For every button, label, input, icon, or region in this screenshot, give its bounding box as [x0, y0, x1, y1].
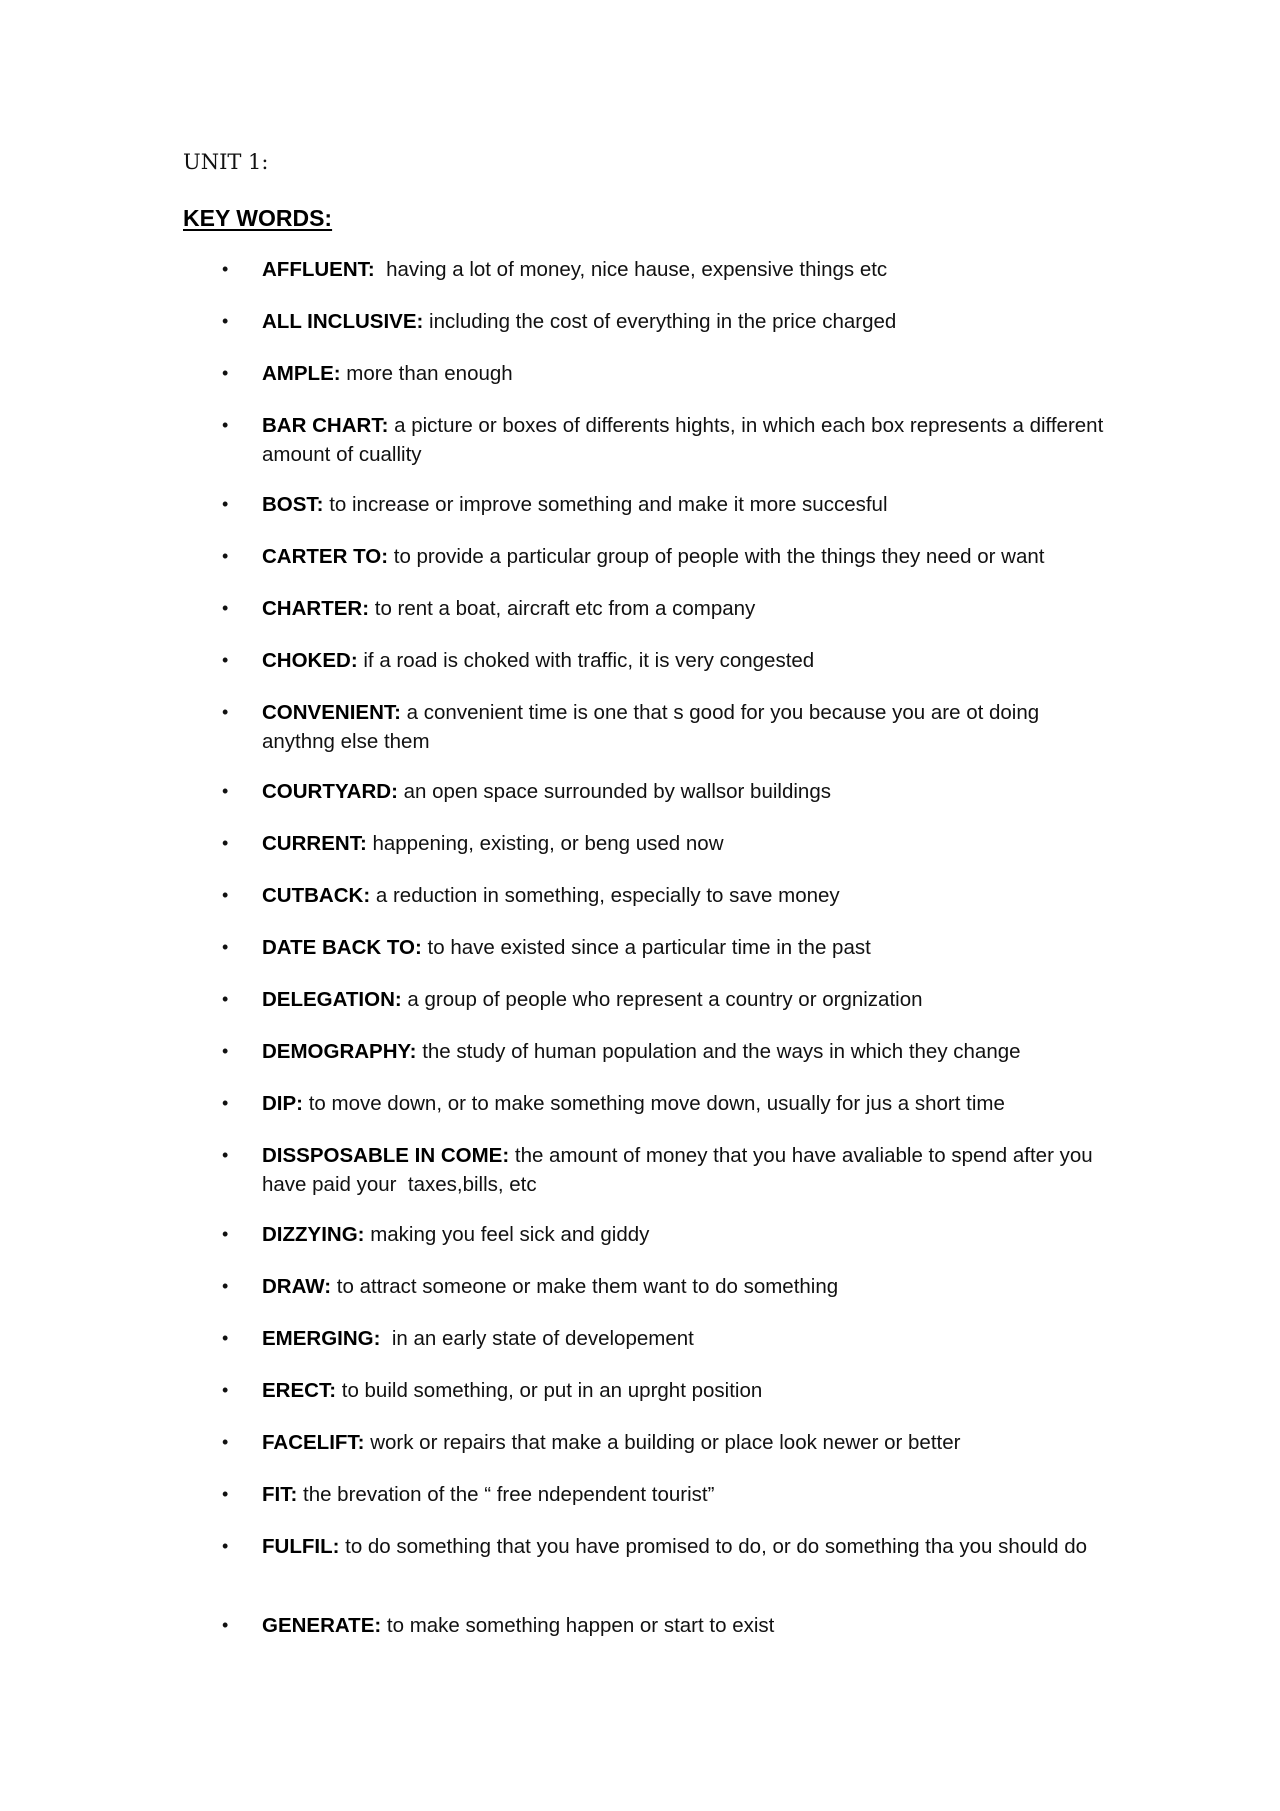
bullet-icon: • — [222, 415, 229, 435]
list-item — [222, 985, 1110, 1014]
term-definition: if a road is choked with traffic, it is very congested — [357, 649, 815, 672]
list-item — [222, 594, 1110, 623]
bullet-icon: • — [222, 937, 229, 957]
term-text — [262, 255, 1110, 284]
list-item — [222, 1037, 1110, 1066]
term-text — [262, 1532, 1110, 1561]
key-words-heading: KEY WORDS: — [183, 205, 333, 231]
term-definition: a group of people who represent a country or orgnization — [401, 988, 923, 1011]
list-item — [222, 307, 1110, 336]
term-text — [262, 829, 1110, 858]
term-word: ALL INCLUSIVE: — [262, 310, 424, 333]
term-text — [262, 881, 1110, 910]
list-item — [222, 1532, 1110, 1561]
term-definition: including the cost of everything in the price charged — [423, 310, 897, 333]
term-word: FIT: — [262, 1483, 298, 1506]
list-item — [222, 881, 1110, 910]
term-word: COURTYARD: — [262, 780, 398, 803]
list-item — [222, 1141, 1110, 1199]
term-definition: to have existed since a particular time in the past — [421, 936, 871, 959]
term-text — [262, 359, 1110, 388]
term-definition: in an early state of developement — [380, 1327, 694, 1350]
term-definition: the study of human population and the ways in which they change — [416, 1040, 1021, 1063]
bullet-icon: • — [222, 1484, 229, 1504]
term-definition: to rent a boat, aircraft etc from a company — [369, 597, 756, 620]
bullet-icon: • — [222, 885, 229, 905]
bullet-icon: • — [222, 650, 229, 670]
bullet-icon: • — [222, 1380, 229, 1400]
term-text — [262, 1480, 1110, 1509]
bullet-icon: • — [222, 546, 229, 566]
term-definition: work or repairs that make a building or place look newer or better — [364, 1431, 961, 1454]
term-word: DIP: — [262, 1092, 303, 1115]
term-word: CUTBACK: — [262, 884, 371, 907]
term-definition: to build something, or put in an uprght position — [336, 1379, 763, 1402]
term-definition: a convenient time is one that s good for you because you are ot doing anythng else them — [262, 701, 1045, 753]
term-word: DELEGATION: — [262, 988, 402, 1011]
bullet-icon: • — [222, 494, 229, 514]
term-word: EMERGING: — [262, 1327, 381, 1350]
bullet-icon: • — [222, 363, 229, 383]
list-item — [222, 646, 1110, 675]
term-text — [262, 1220, 1110, 1249]
list-item — [222, 829, 1110, 858]
bullet-icon: • — [222, 1276, 229, 1296]
term-text — [262, 698, 1110, 756]
list-item — [222, 1376, 1110, 1405]
bullet-icon: • — [222, 781, 229, 801]
list-item — [222, 1428, 1110, 1457]
term-word: FACELIFT: — [262, 1431, 365, 1454]
term-definition: to do something that you have promised to do, or do something tha you should do — [339, 1535, 1088, 1558]
bullet-icon: • — [222, 1093, 229, 1113]
term-word: DRAW: — [262, 1275, 332, 1298]
bullet-icon: • — [222, 1041, 229, 1061]
bullet-icon: • — [222, 1615, 229, 1635]
list-item — [222, 255, 1110, 284]
term-word: CARTER TO: — [262, 545, 389, 568]
bullet-icon: • — [222, 989, 229, 1009]
term-definition: to make something happen or start to exist — [381, 1614, 775, 1637]
term-definition: having a lot of money, nice hause, expensive things etc — [374, 258, 888, 281]
term-text — [262, 933, 1110, 962]
term-text — [262, 1272, 1110, 1301]
term-word: FULFIL: — [262, 1535, 340, 1558]
term-word: BAR CHART: — [262, 414, 389, 437]
term-definition: making you feel sick and giddy — [364, 1223, 650, 1246]
list-item — [222, 777, 1110, 806]
term-text — [262, 1376, 1110, 1405]
bullet-icon: • — [222, 1145, 229, 1165]
bullet-icon: • — [222, 1224, 229, 1244]
term-word: CONVENIENT: — [262, 701, 401, 724]
term-text — [262, 1037, 1110, 1066]
term-definition: to provide a particular group of people with the things they need or want — [388, 545, 1045, 568]
term-definition: to increase or improve something and make it more succesful — [323, 493, 888, 516]
term-definition: happening, existing, or beng used now — [366, 832, 724, 855]
term-text — [262, 985, 1110, 1014]
list-item — [222, 359, 1110, 388]
term-word: AMPLE: — [262, 362, 341, 385]
term-definition: the brevation of the “ free ndependent tourist” — [297, 1483, 715, 1506]
term-word: CHOKED: — [262, 649, 358, 672]
term-definition: more than enough — [340, 362, 513, 385]
list-item — [222, 698, 1110, 756]
term-word: ERECT: — [262, 1379, 337, 1402]
bullet-icon: • — [222, 1432, 229, 1452]
term-text — [262, 777, 1110, 806]
term-word: DATE BACK TO: — [262, 936, 422, 959]
term-word: DIZZYING: — [262, 1223, 365, 1246]
list-item — [222, 1089, 1110, 1118]
term-word: AFFLUENT: — [262, 258, 375, 281]
list-item — [222, 1272, 1110, 1301]
term-text — [262, 1324, 1110, 1353]
term-definition: a reduction in something, especially to save money — [370, 884, 840, 907]
unit-title: UNIT 1: — [183, 150, 269, 174]
term-definition: a picture or boxes of differents hights, in which each box represents a different amount of cuallity — [262, 414, 1109, 466]
term-word: CHARTER: — [262, 597, 370, 620]
term-text — [262, 594, 1110, 623]
list-item — [222, 933, 1110, 962]
term-word: BOST: — [262, 493, 324, 516]
list-item — [222, 1324, 1110, 1353]
term-text — [262, 307, 1110, 336]
bullet-icon: • — [222, 1536, 229, 1556]
term-text — [262, 646, 1110, 675]
term-word: DEMOGRAPHY: — [262, 1040, 417, 1063]
term-text — [262, 1141, 1110, 1199]
list-item — [222, 1480, 1110, 1509]
list-item — [222, 411, 1110, 469]
bullet-icon: • — [222, 702, 229, 722]
term-text — [262, 1089, 1110, 1118]
bullet-icon: • — [222, 598, 229, 618]
bullet-icon: • — [222, 259, 229, 279]
list-item — [222, 490, 1110, 519]
term-definition: the amount of money that you have avaliable to spend after you have paid your taxes,bills, etc — [262, 1144, 1099, 1196]
bullet-icon: • — [222, 1328, 229, 1348]
term-word: DISSPOSABLE IN COME: — [262, 1144, 510, 1167]
list-item — [222, 1220, 1110, 1249]
bullet-icon: • — [222, 311, 229, 331]
term-word: GENERATE: — [262, 1614, 382, 1637]
term-text — [262, 411, 1110, 469]
term-text — [262, 490, 1110, 519]
list-item — [222, 1611, 1110, 1640]
term-definition: to attract someone or make them want to do something — [331, 1275, 839, 1298]
term-text — [262, 1611, 1110, 1640]
bullet-icon: • — [222, 833, 229, 853]
term-word: CURRENT: — [262, 832, 367, 855]
list-item — [222, 542, 1110, 571]
term-definition: to move down, or to make something move down, usually for jus a short time — [303, 1092, 1005, 1115]
term-text — [262, 542, 1110, 571]
term-text — [262, 1428, 1110, 1457]
term-definition: an open space surrounded by wallsor buildings — [397, 780, 831, 803]
